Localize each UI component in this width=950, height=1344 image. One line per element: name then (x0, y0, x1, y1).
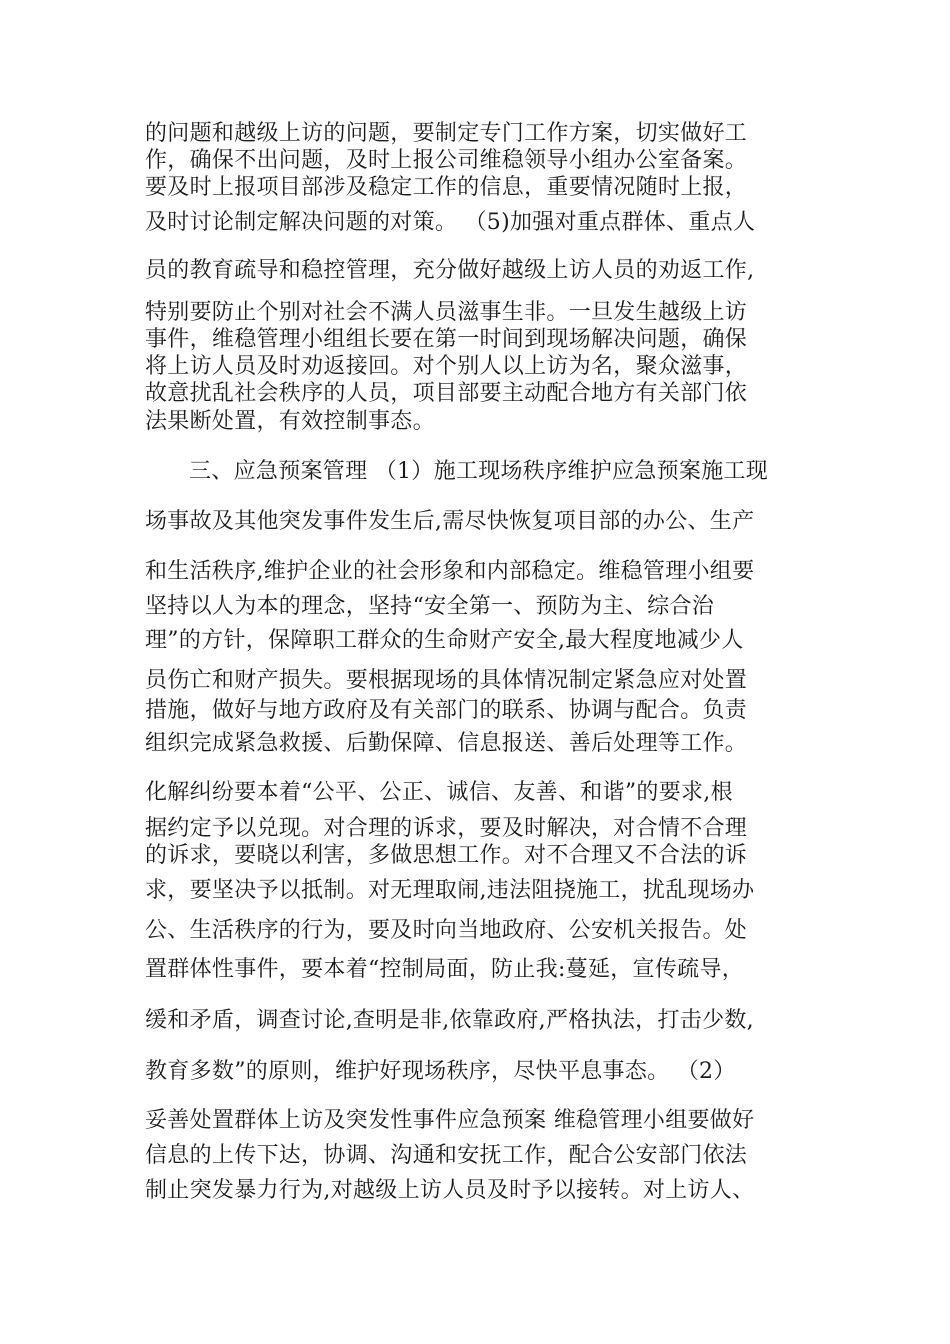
text-line: 缓和矛盾，调查讨论,查明是非,依靠政府,严格执法，打击少数, (145, 1008, 754, 1033)
text-line: 作，确保不出问题，及时上报公司维稳领导小组办公室备案。 (145, 148, 748, 173)
text-line: 公、生活秩序的行为，要及时向当地政府、公安机关报告。处 (145, 918, 748, 943)
text-line: 求，要坚决予以抵制。对无理取闹,违法阻挠施工，扰乱现场办 (145, 878, 755, 903)
text-line: 妥善处置群体上访及突发性事件应急预案 维稳管理小组要做好 (145, 1108, 755, 1133)
text-line: 特别要防止个别对社会不满人员滋事生非。一旦发生越级上访 (145, 300, 748, 325)
text-line: 据约定予以兑现。对合理的诉求，要及时解决，对合情不合理 (145, 816, 748, 841)
text-line: 置群体性事件，要本着“控制局面，防止我:蔓延，宣传疏导， (145, 957, 745, 982)
text-line: 组织完成紧急救援、后勤保障、信息报送、善后处理等工作。 (145, 731, 748, 756)
text-line: 及时讨论制定解决问题的对策。 （5)加强对重点群体、重点人 (145, 210, 756, 235)
text-line: 的问题和越级上访的问题，要制定专门工作方案，切实做好工 (145, 121, 748, 146)
text-line: 理”的方针，保障职工群众的生命财产安全,最大程度地减少人 (145, 628, 744, 653)
text-line: 的诉求，要晓以利害，多做思想工作。对不合理又不合法的诉 (145, 843, 748, 868)
text-line: 三、应急预案管理 （1）施工现场秩序维护应急预案施工现 (189, 459, 769, 484)
text-line: 要及时上报项目部涉及稳定工作的信息，重要情况随时上报， (145, 175, 748, 200)
text-line: 员伤亡和财产损失。要根据现场的具体情况制定紧急应对处置 (145, 668, 748, 693)
text-line: 将上访人员及时劝返接回。对个别人以上访为名，聚众滋事， (145, 354, 748, 379)
text-line: 和生活秩序,维护企业的社会形象和内部稳定。维稳管理小组要 (145, 559, 755, 584)
text-line: 员的教育疏导和稳控管理，充分做好越级上访人员的劝返工作, (145, 258, 755, 283)
text-line: 场事故及其他突发事件发生后,需尽快恢复项目部的办公、生产 (145, 509, 755, 534)
text-line: 故意扰乱社会秩序的人员，项目部要主动配合地方有关部门依 (145, 381, 748, 406)
text-line: 措施，做好与地方政府及有关部门的联系、协调与配合。负责 (145, 698, 748, 723)
text-line: 制止突发暴力行为,对越级上访人员及时予以接转。对上访人、 (145, 1178, 755, 1203)
text-line: 化解纠纷要本着“公平、公正、诚信、友善、和谐”的要求,根 (145, 780, 733, 805)
text-line: 法果断处置，有效控制事态。 (145, 409, 435, 434)
text-line: 教育多数”的原则，维护好现场秩序，尽快平息事态。 （2） (145, 1059, 736, 1084)
text-line: 坚持以人为本的理念，坚持“安全第一、预防为主、综合治 (145, 594, 715, 619)
text-line: 事件，维稳管理小组组长要在第一时间到现场解决问题，确保 (145, 327, 748, 352)
text-line: 信息的上传下达，协调、沟通和安抚工作，配合公安部门依法 (145, 1143, 748, 1168)
